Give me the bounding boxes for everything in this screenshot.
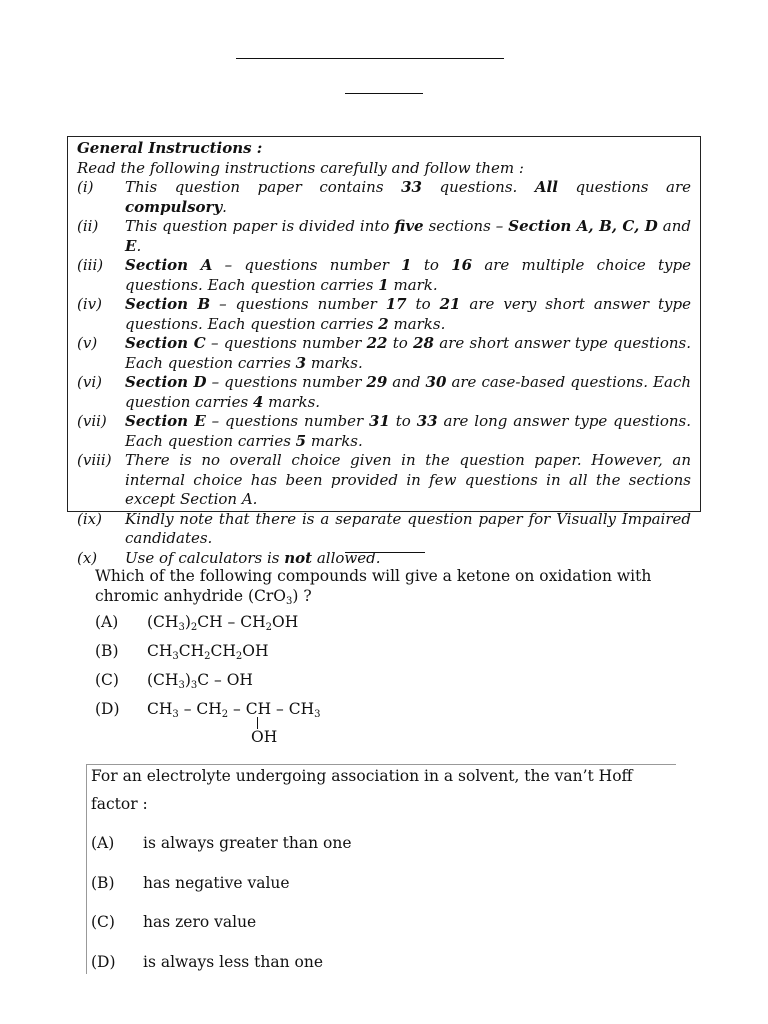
instruction-number: (iii) [77, 256, 104, 274]
instruction-number: (vii) [77, 412, 107, 430]
question-2-option-a [91, 833, 677, 873]
instruction-text: Use of calculators is not allowed. [125, 548, 381, 567]
instruction-text: There is no overall choice given in the question paper. However, an internal choice has been provided in few questions in all the sections except Section A. [125, 451, 691, 508]
instruction-text: This question paper is divided into five sections – Section A, B, C, D and E. [125, 217, 691, 255]
question-1-option-c [95, 670, 675, 699]
instruction-text: This question paper contains 33 questions. All questions are compulsory. [125, 178, 692, 216]
question-1-option-b [95, 641, 675, 670]
option-text: has zero value [143, 913, 257, 931]
option-label: (D) [91, 952, 116, 971]
instruction-text: Section C – questions number 22 to 28 are short answer type questions. Each question carries 3 marks. [125, 334, 691, 372]
question-2-option-b [91, 873, 677, 913]
instruction-number: (ix) [77, 509, 102, 528]
option-label: (A) [91, 834, 115, 852]
instruction-item [77, 334, 691, 373]
option-label: (B) [91, 873, 115, 892]
option-label: (B) [95, 642, 119, 660]
question-2-option-c [91, 912, 677, 952]
instruction-text: Section E – questions number 31 to 33 are long answer type questions. Each question carries 5 marks. [125, 412, 691, 450]
question-2-border-left [86, 764, 87, 974]
instruction-text: Section D – questions number 29 and 30 are case-based questions. Each question carries 4 marks. [125, 373, 692, 411]
option-formula: $(CH_3)_2CH - CH_2OH$ [147, 613, 299, 633]
header-rule-short [345, 93, 423, 94]
option-formula: $(CH_3)_3C$ – OH [147, 671, 253, 691]
question-2-stem-line-2: factor : [91, 795, 148, 813]
branch-group: OH [251, 728, 278, 746]
instruction-number: (vi) [77, 373, 102, 391]
question-2-stem-line-1: For an electrolyte undergoing association in a solvent, the van’t Hoff [91, 767, 633, 785]
option-label: (C) [91, 913, 115, 931]
instruction-item [77, 217, 691, 256]
header-rule-long [236, 58, 504, 59]
option-label: (C) [95, 671, 119, 689]
question-1-option-d [95, 699, 675, 746]
option-label: (D) [95, 700, 120, 718]
question-2 [91, 764, 677, 991]
instruction-item [77, 373, 691, 412]
instruction-item [77, 256, 691, 295]
question-2-option-d [91, 952, 677, 992]
question-1-option-a [95, 612, 675, 641]
option-text: has negative value [143, 873, 290, 892]
instruction-number: (i) [77, 178, 94, 196]
instruction-number: (ii) [77, 217, 99, 235]
instruction-number: (viii) [77, 451, 112, 469]
instruction-text: Section A – questions number 1 to 16 are multiple choice type questions. Each question carries 1 mark. [125, 256, 691, 294]
instruction-item [77, 295, 691, 334]
option-text: is always greater than one [143, 834, 352, 852]
option-text: is always less than one [143, 952, 323, 971]
option-formula: $CH_3 - CH_2$ – CH – $CH_3$ OH [147, 700, 321, 746]
instruction-item [77, 412, 691, 451]
instruction-item [77, 510, 691, 549]
instruction-number: (x) [77, 548, 98, 567]
general-instructions-box [67, 136, 701, 567]
instruction-number: (iv) [77, 295, 102, 313]
question-2-options [91, 833, 677, 991]
instruction-text: Section B – questions number 17 to 21 are very short answer type questions. Each question carries 2 marks. [125, 295, 691, 333]
instructions-title: General Instructions : [77, 139, 263, 157]
option-formula: $CH_3CH_2CH_2OH$ [147, 642, 269, 662]
instruction-number: (v) [77, 334, 98, 352]
question-1 [95, 566, 675, 746]
instruction-item [77, 178, 691, 217]
question-1-stem: Which of the following compounds will give a ketone on oxidation with chromic anhydride (CrO$_3$) ? [95, 567, 652, 607]
option-label: (A) [95, 613, 119, 631]
question-1-options [95, 612, 675, 746]
instructions-list [77, 178, 691, 568]
instruction-text: Kindly note that there is a separate question paper for Visually Impaired candidates. [125, 509, 691, 547]
instructions-intro: Read the following instructions carefully and follow them : [77, 158, 524, 177]
instruction-item [77, 451, 691, 510]
